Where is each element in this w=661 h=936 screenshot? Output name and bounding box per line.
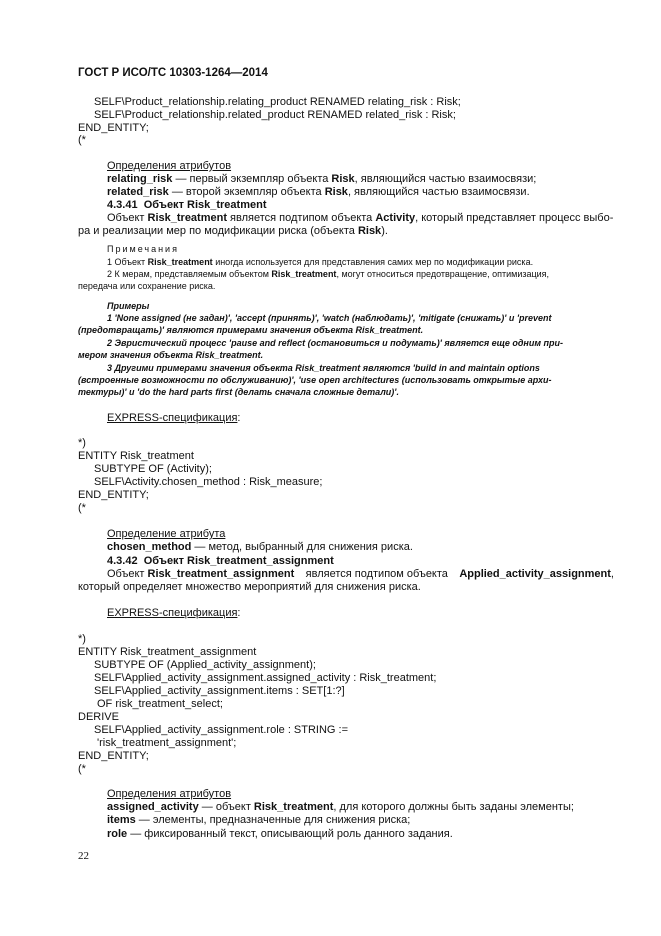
express-spec-label: EXPRESS-спецификация: [107,607,241,619]
example-line: 3 Другими примерами значения объекта Risk_treatment являются 'build in and maintain options [107,363,540,373]
example-line: 2 Эвристический процесс 'pause and reflect (остановиться и подумать)' является еще одним при- [107,338,564,348]
examples-title: Примеры [107,301,150,311]
section-heading: 4.3.42 Объект Risk_treatment_assignment [107,555,334,567]
code-line: (* [78,763,86,775]
attribute-definition: relating_risk — первый экземпляр объекта Risk, являющийся частью взаимосвязи; [107,173,537,185]
code-line: SELF\Product_relationship.relating_product RENAMED relating_risk : Risk; [94,96,461,108]
code-line: (* [78,134,86,146]
paragraph-line: который определяет множество мероприятий для снижения риска. [78,581,421,593]
note-line: 2 К мерам, представляемым объектом Risk_treatment, могут относиться предотвращение, оптимизация, [107,269,550,279]
section-heading: 4.3.41 Объект Risk_treatment [107,199,267,211]
example-line: (предотвращать)' являются примерами значения объекта Risk_treatment. [78,325,424,335]
attributes-heading: Определения атрибутов [107,160,232,172]
express-spec-label: EXPRESS-спецификация: [107,412,241,424]
code-line: SELF\Product_relationship.related_product RENAMED related_risk : Risk; [94,109,456,121]
code-line: (* [78,502,86,514]
attribute-definition: assigned_activity — объект Risk_treatment, для которого должны быть заданы элементы; [107,801,574,813]
attribute-definition: items — элементы, предназначенные для снижения риска; [107,814,411,826]
code-line: SELF\Activity.chosen_method : Risk_measure; [94,476,323,488]
doc-header: ГОСТ Р ИСО/ТС 10303-1264—2014 [78,67,268,79]
code-line: SUBTYPE OF (Activity); [94,463,212,475]
code-line: DERIVE [78,711,119,723]
paragraph-line: Объект Risk_treatment_assignment является подтипом объекта Applied_activity_assignment, [107,568,614,580]
example-line: 1 'None assigned (не задан)', 'accept (принять)', 'watch (наблюдать)', 'mitigate (снижать)' и 'prevent [107,313,552,323]
code-line: SELF\Applied_activity_assignment.assigned_activity : Risk_treatment; [94,672,437,684]
code-line: ENTITY Risk_treatment_assignment [78,646,257,658]
paragraph-line: Объект Risk_treatment является подтипом объекта Activity, который представляет процесс выбо- [107,212,614,224]
code-line: END_ENTITY; [78,122,149,134]
attribute-definition: chosen_method — метод, выбранный для снижения риска. [107,541,413,553]
code-line: *) [78,633,86,645]
example-line: тектуры)' и 'do the hard parts first (делать сначала сложные детали)'. [78,387,399,397]
notes-title: Примечания [107,244,179,254]
code-line: SELF\Applied_activity_assignment.items : SET[1:?] [94,685,345,697]
code-line: OF risk_treatment_select; [97,698,223,710]
paragraph-line: ра и реализации мер по модификации риска (объекта Risk). [78,225,388,237]
attributes-heading: Определения атрибутов [107,788,232,800]
page-number: 22 [78,850,89,862]
code-line: ENTITY Risk_treatment [78,450,194,462]
attribute-definition: role — фиксированный текст, описывающий роль данного задания. [107,828,453,840]
code-line: SUBTYPE OF (Applied_activity_assignment); [94,659,316,671]
attributes-heading: Определение атрибута [107,528,226,540]
code-line: *) [78,437,86,449]
code-line: END_ENTITY; [78,489,149,501]
example-line: мером значения объекта Risk_treatment. [78,350,264,360]
code-line: 'risk_treatment_assignment'; [97,737,237,749]
code-line: END_ENTITY; [78,750,149,762]
example-line: (встроенные возможности по обслуживанию)', 'use open architectures (использовать открытые архи- [78,375,552,385]
attribute-definition: related_risk — второй экземпляр объекта Risk, являющийся частью взаимосвязи. [107,186,530,198]
code-line: SELF\Applied_activity_assignment.role : STRING := [94,724,349,736]
note-line: 1 Объект Risk_treatment иногда используется для представления самих мер по модификации риска. [107,257,534,267]
note-line: передача или сохранение риска. [78,281,216,291]
